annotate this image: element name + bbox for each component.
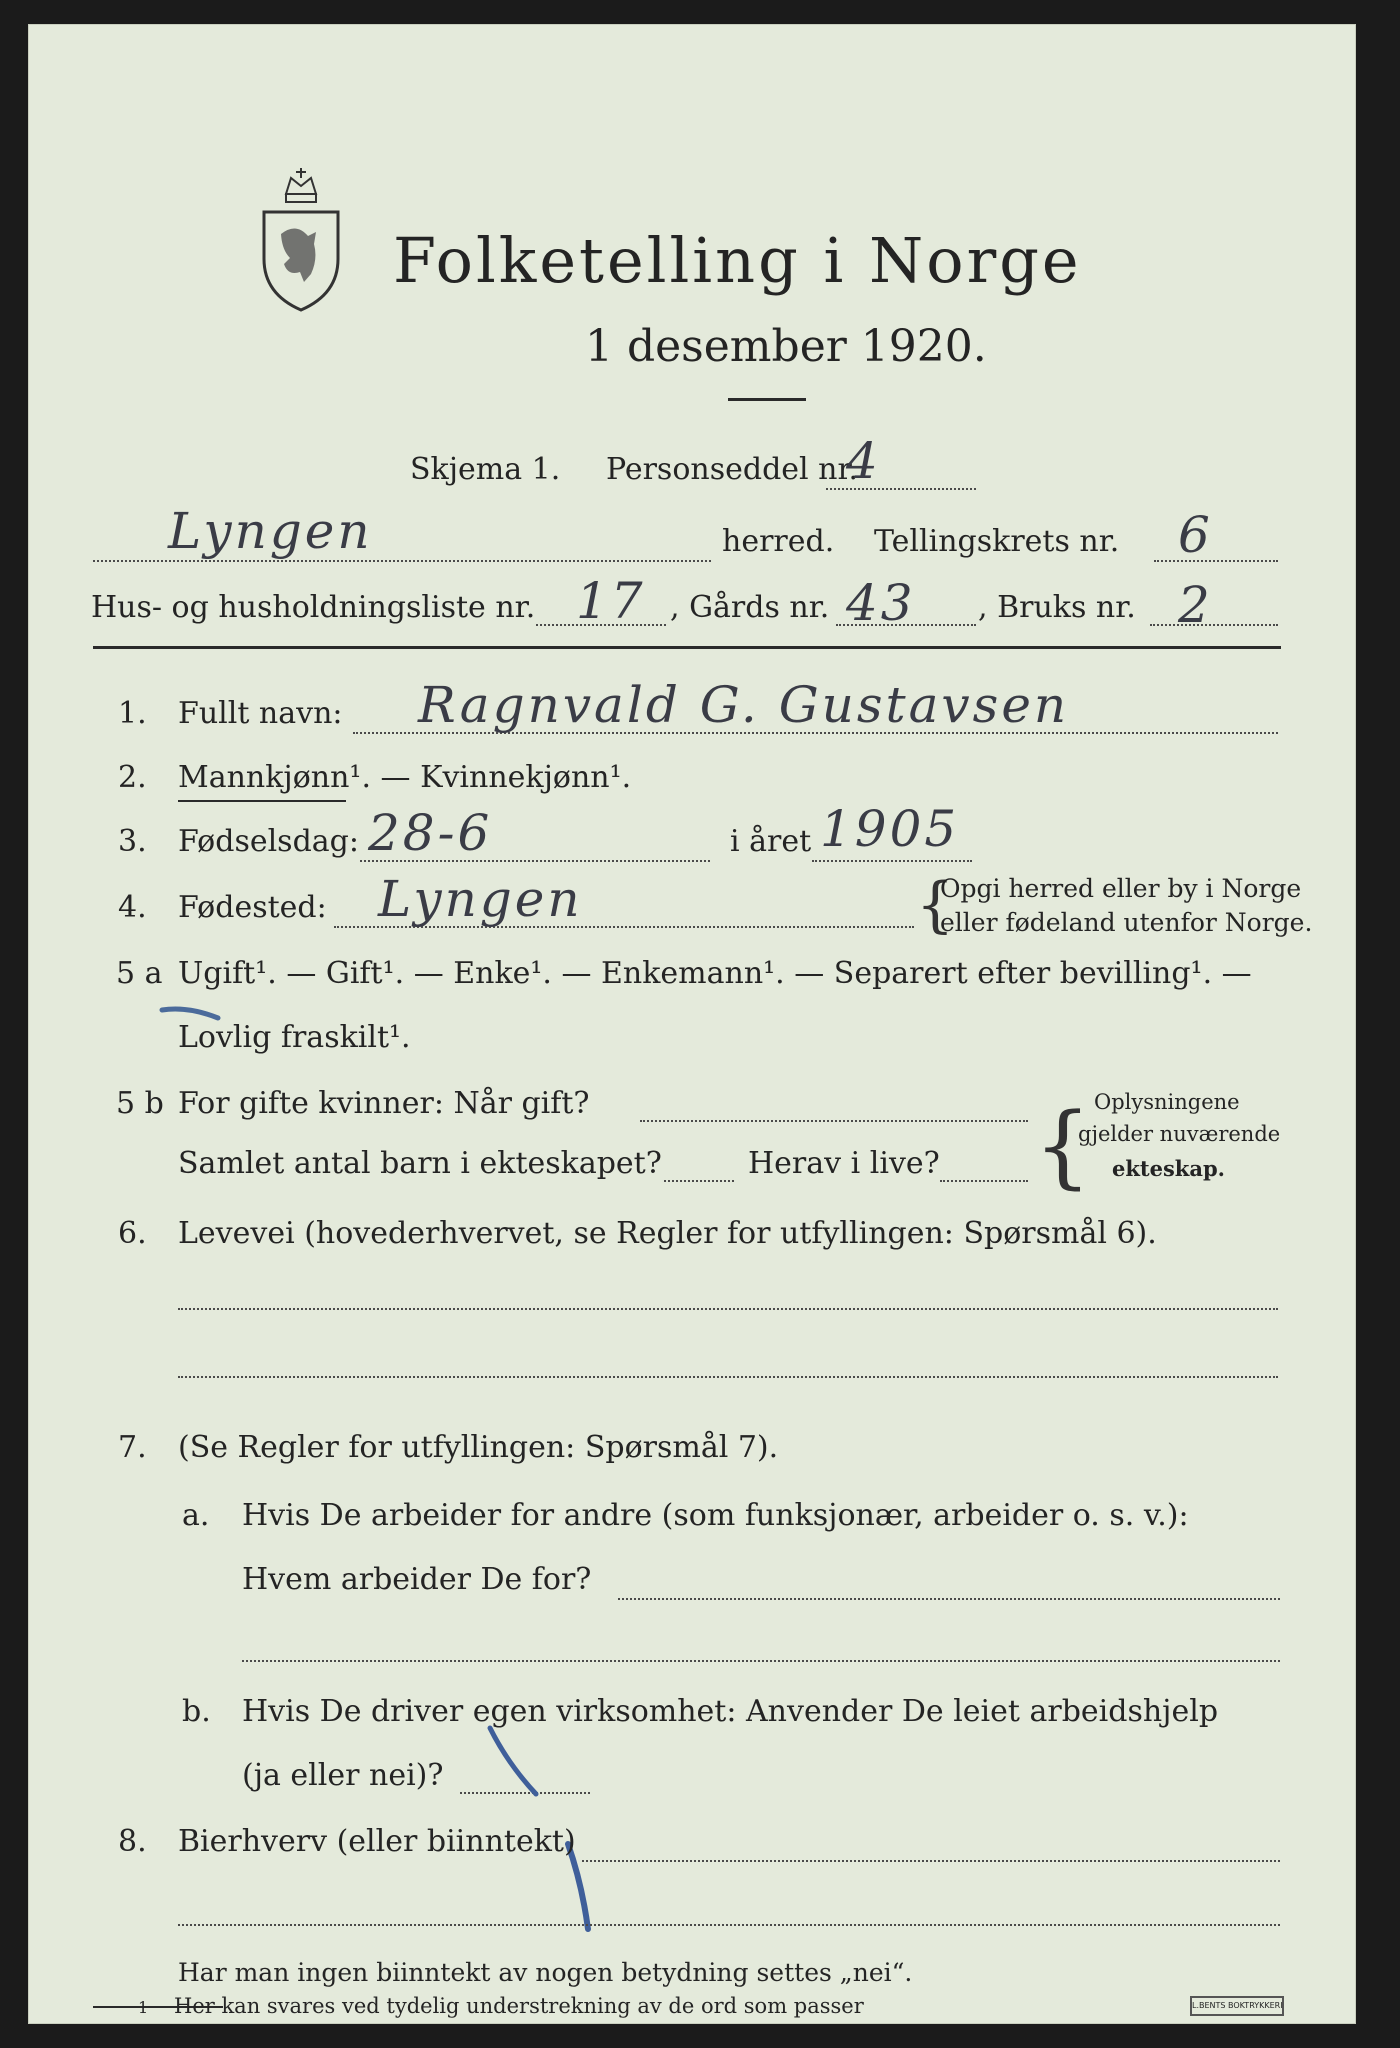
- q5b-alive-line: [940, 1180, 1028, 1182]
- q5b-note1: Oplysningene: [1094, 1090, 1240, 1114]
- q4-label: Fødested:: [178, 890, 327, 925]
- bruks-label: , Bruks nr.: [978, 590, 1136, 625]
- title-divider: [728, 398, 806, 401]
- q8-number: 8.: [118, 1824, 147, 1859]
- tellingskrets-value: 6: [1178, 506, 1213, 564]
- q7b-line2: (ja eller nei)?: [242, 1758, 444, 1793]
- hus-label: Hus- og husholdningsliste nr.: [91, 590, 536, 625]
- q7-text: (Se Regler for utfyllingen: Spørsmål 7).: [178, 1430, 779, 1465]
- q8-label: Bierhverv (eller biinntekt): [178, 1824, 576, 1859]
- nei-note: Har man ingen biinntekt av nogen betydning settes „nei“.: [178, 1958, 913, 1987]
- q7a-employer-line: [618, 1598, 1280, 1600]
- q1-number: 1.: [118, 696, 147, 731]
- q7a-employer-line2: [242, 1660, 1280, 1662]
- q4-number: 4.: [118, 890, 147, 925]
- herred-line: [93, 560, 711, 562]
- personseddel-value: 4: [846, 432, 881, 490]
- skjema-label: Skjema 1.: [410, 452, 561, 487]
- gards-label: , Gårds nr.: [670, 590, 830, 625]
- q4-note1: Opgi herred eller by i Norge: [940, 874, 1302, 903]
- q6-line2: [178, 1376, 1278, 1378]
- q1-label: Fullt navn:: [178, 696, 343, 731]
- q5b-line2a: Samlet antal barn i ekteskapet?: [178, 1146, 662, 1181]
- census-form: [28, 24, 1356, 2024]
- q3-year-label: i året: [730, 824, 812, 859]
- tellingskrets-line: [1154, 560, 1278, 562]
- q7-number: 7.: [118, 1430, 147, 1465]
- gards-value: 43: [846, 574, 916, 632]
- footnote-marker: 1: [138, 1998, 149, 2017]
- personseddel-label: Personseddel nr.: [606, 452, 859, 487]
- q7b-letter: b.: [182, 1694, 211, 1729]
- form-title: Folketelling i Norge: [393, 224, 1082, 297]
- q7a-line2: Hvem arbeider De for?: [242, 1562, 592, 1597]
- q5b-married-line: [640, 1120, 1028, 1122]
- q4-value: Lyngen: [378, 870, 583, 928]
- q5a-text: Ugift¹. — Gift¹. — Enke¹. — Enkemann¹. — Separert efter bevilling¹. —: [178, 956, 1252, 991]
- bruks-line: [1150, 624, 1278, 626]
- q5b-line1: For gifte kvinner: Når gift?: [178, 1086, 590, 1121]
- footnote-text: Her kan svares ved tydelig understrekning av de ord som passer: [174, 1994, 864, 2018]
- coat-of-arms-icon: [256, 164, 346, 314]
- q6-text: Levevei (hovederhvervet, se Regler for utfyllingen: Spørsmål 6).: [178, 1216, 1157, 1251]
- q3-year-line: [812, 860, 972, 862]
- q8-line2: [178, 1924, 1280, 1926]
- q1-value: Ragnvald G. Gustavsen: [418, 676, 1070, 734]
- q7a-line1: Hvis De arbeider for andre (som funksjonær, arbeider o. s. v.):: [242, 1498, 1189, 1533]
- tellingskrets-label: Tellingskrets nr.: [874, 524, 1120, 559]
- form-date: 1 desember 1920.: [585, 321, 987, 372]
- q3-label: Fødselsdag:: [178, 824, 359, 859]
- q5b-line2b: Herav i live?: [748, 1146, 940, 1181]
- q6-number: 6.: [118, 1216, 147, 1251]
- q5b-note2: gjelder nuværende: [1078, 1122, 1281, 1146]
- q2-underline-mark: [178, 800, 346, 802]
- q4-brace: {: [916, 870, 955, 940]
- q7a-letter: a.: [182, 1498, 210, 1533]
- q3-year: 1905: [820, 800, 960, 858]
- printer-stamp: L.BENTS BOKTRYKKERI: [1190, 1996, 1284, 2016]
- q6-line1: [178, 1308, 1278, 1310]
- q3-number: 3.: [118, 824, 147, 859]
- herred-label: herred.: [722, 524, 835, 559]
- q5b-note3: ekteskap.: [1112, 1156, 1225, 1181]
- q3-value: 28-6: [368, 804, 493, 862]
- q4-note2: eller fødeland utenfor Norge.: [940, 908, 1313, 937]
- header-rule: [93, 646, 1281, 649]
- q5b-children-line: [664, 1180, 734, 1182]
- q2-number: 2.: [118, 760, 147, 795]
- q5a-number: 5 a: [116, 956, 163, 991]
- q5a-text2: Lovlig fraskilt¹.: [178, 1020, 411, 1055]
- q5b-number: 5 b: [116, 1086, 164, 1121]
- q2-text: Mannkjønn¹. — Kvinnekjønn¹.: [178, 760, 632, 795]
- bruks-value: 2: [1178, 576, 1213, 634]
- hus-value: 17: [576, 572, 646, 630]
- herred-value: Lyngen: [168, 502, 373, 560]
- q7b-line1: Hvis De driver egen virksomhet: Anvender De leiet arbeidshjelp: [242, 1694, 1219, 1729]
- q5b-brace: {: [1034, 1094, 1092, 1199]
- q8-line1: [582, 1860, 1280, 1862]
